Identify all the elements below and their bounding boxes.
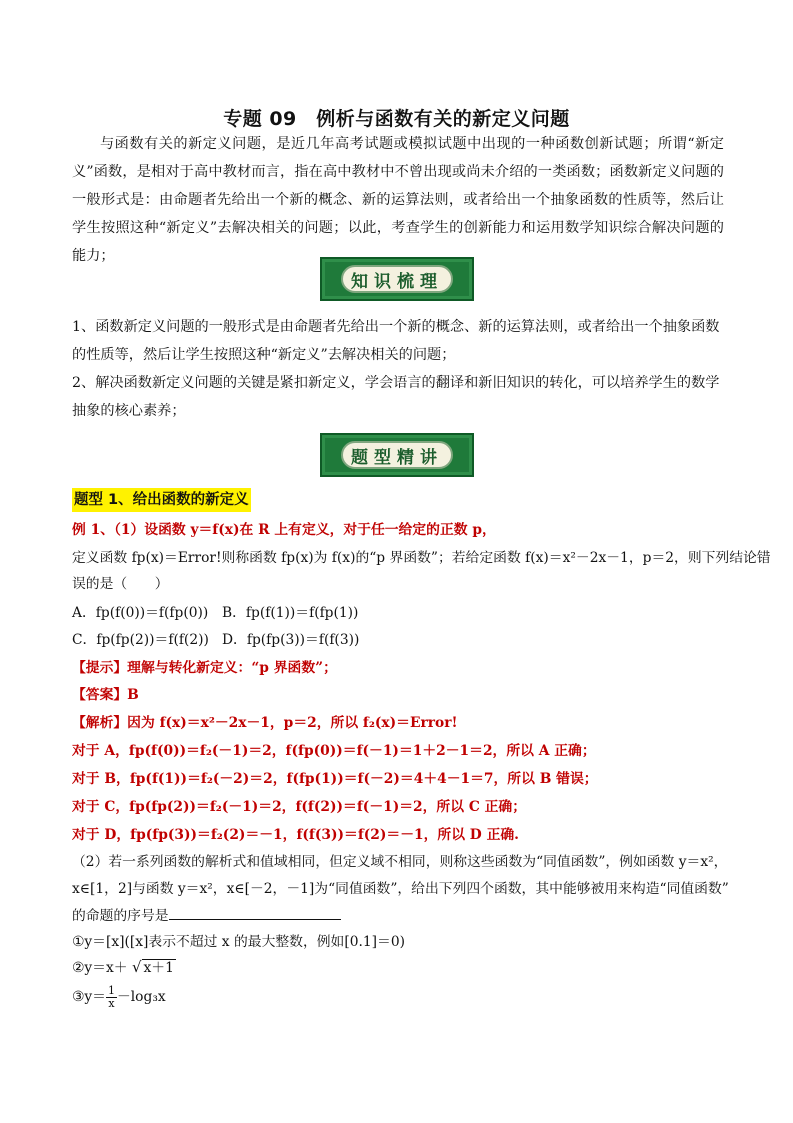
example-heading: 例 1、（1）设函数 y＝f(x)在 R 上有定义，对于任一给定的正数 p，	[72, 522, 496, 538]
solution-c: 对于 C，fp(fp(2))＝f₂(－1)＝2，f(f(2))＝f(－1)＝2，所以 C 正确；	[72, 799, 527, 815]
item-1: ①y＝[x]([x]表示不超过 x 的最大整数，例如[0.1]＝0)	[72, 934, 406, 950]
section-heading: 题型 1、给出函数的新定义	[72, 488, 251, 512]
item-3-numerator: 1	[107, 984, 115, 997]
solution-b: 对于 B，fp(f(1))＝f₂(－2)＝2，f(fp(1))＝f(－2)＝4＋4－1＝7，所以 B 错误；	[72, 771, 598, 787]
item-3-denominator: x	[108, 997, 115, 1010]
intro-paragraph: 与函数有关的新定义问题，是近几年高考试题或模拟试题中出现的一种函数创新试题；所谓“新定义”函数，是相对于高中教材而言，指在高中教材中不曾出现或尚未介绍的一类函数；函数新定义问题的一般形式是：由命题者先给出一个新的概念、新的运算法则，或者给出一个抽象函数的性质等，然后让学生按照这种“新定义”去解决相关的问题；以此，考查学生的创新能力和运用数学知识综合解决问题的能力；	[72, 136, 724, 264]
solution-d: 对于 D，fp(fp(3))＝f₂(2)＝－1，f(f(3))＝f(2)＝－1，所以 D 正确.	[72, 827, 519, 843]
item-2	[72, 956, 176, 976]
part2-prompt: 的命题的序号是	[72, 908, 169, 924]
answer-blank	[169, 905, 341, 920]
examples-banner	[320, 433, 474, 477]
option-a: A．fp(f(0))＝f(fp(0))	[72, 605, 209, 621]
option-d: D．fp(fp(3))＝f(f(3))	[222, 632, 360, 648]
solution-a: 对于 A，fp(f(0))＝f₂(－1)＝2，f(fp(0))＝f(－1)＝1＋2－1＝2，所以 A 正确；	[72, 743, 596, 759]
option-c: C．fp(fp(2))＝f(f(2))	[72, 632, 209, 648]
item-3-fraction	[106, 985, 117, 1010]
example-definition: 定义函数 fp(x)＝Error!则称函数 fp(x)为 f(x)的“p 界函数”；若给定函数 f(x)＝x²－2x－1，p＝2，则下列结论错	[72, 550, 771, 566]
option-b: B．fp(f(1))＝f(fp(1))	[222, 605, 359, 621]
part2-line2: x∈[1，2]与函数 y＝x²，x∈[－2，－1]为“同值函数”，给出下列四个函数，其中能够被用来构造“同值函数”	[72, 881, 729, 897]
example-question: 误的是（ ）	[72, 576, 169, 592]
knowledge-banner-label: 知识梳理	[341, 265, 453, 293]
item-3-suffix: －log₃x	[116, 989, 166, 1005]
knowledge-banner	[320, 257, 474, 301]
item-3-prefix: ③y＝	[72, 989, 106, 1005]
sqrt-symbol: √	[131, 958, 142, 976]
item-2-radicand: x＋1	[143, 960, 174, 976]
solution-intro: 【解析】因为 f(x)＝x²－2x－1，p＝2，所以 f₂(x)＝Error!	[72, 715, 458, 731]
hint-text: 【提示】理解与转化新定义：“p 界函数”；	[72, 660, 337, 676]
answer-text: 【答案】B	[72, 687, 139, 703]
part2-line3	[72, 904, 341, 924]
item-3	[72, 985, 166, 1010]
part2-line1: （2）若一系列函数的解析式和值域相同，但定义域不相同，则称这些函数为“同值函数”，例如函数 y＝x²，	[72, 854, 728, 870]
page-title: 专题 09 例析与函数有关的新定义问题	[223, 108, 570, 130]
examples-banner-label: 题型精讲	[341, 441, 453, 469]
knowledge-points: 1、函数新定义问题的一般形式是由命题者先给出一个新的概念、新的运算法则，或者给出一个抽象函数的性质等，然后让学生按照这种“新定义”去解决相关的问题； 2、解决函数新定义问题的关键是紧扣新定义，学会语言的翻译和新旧知识的转化，可以培养学生的数学抽象的核心素养；	[72, 319, 720, 419]
item-2-prefix: ②y＝x＋	[72, 960, 128, 976]
